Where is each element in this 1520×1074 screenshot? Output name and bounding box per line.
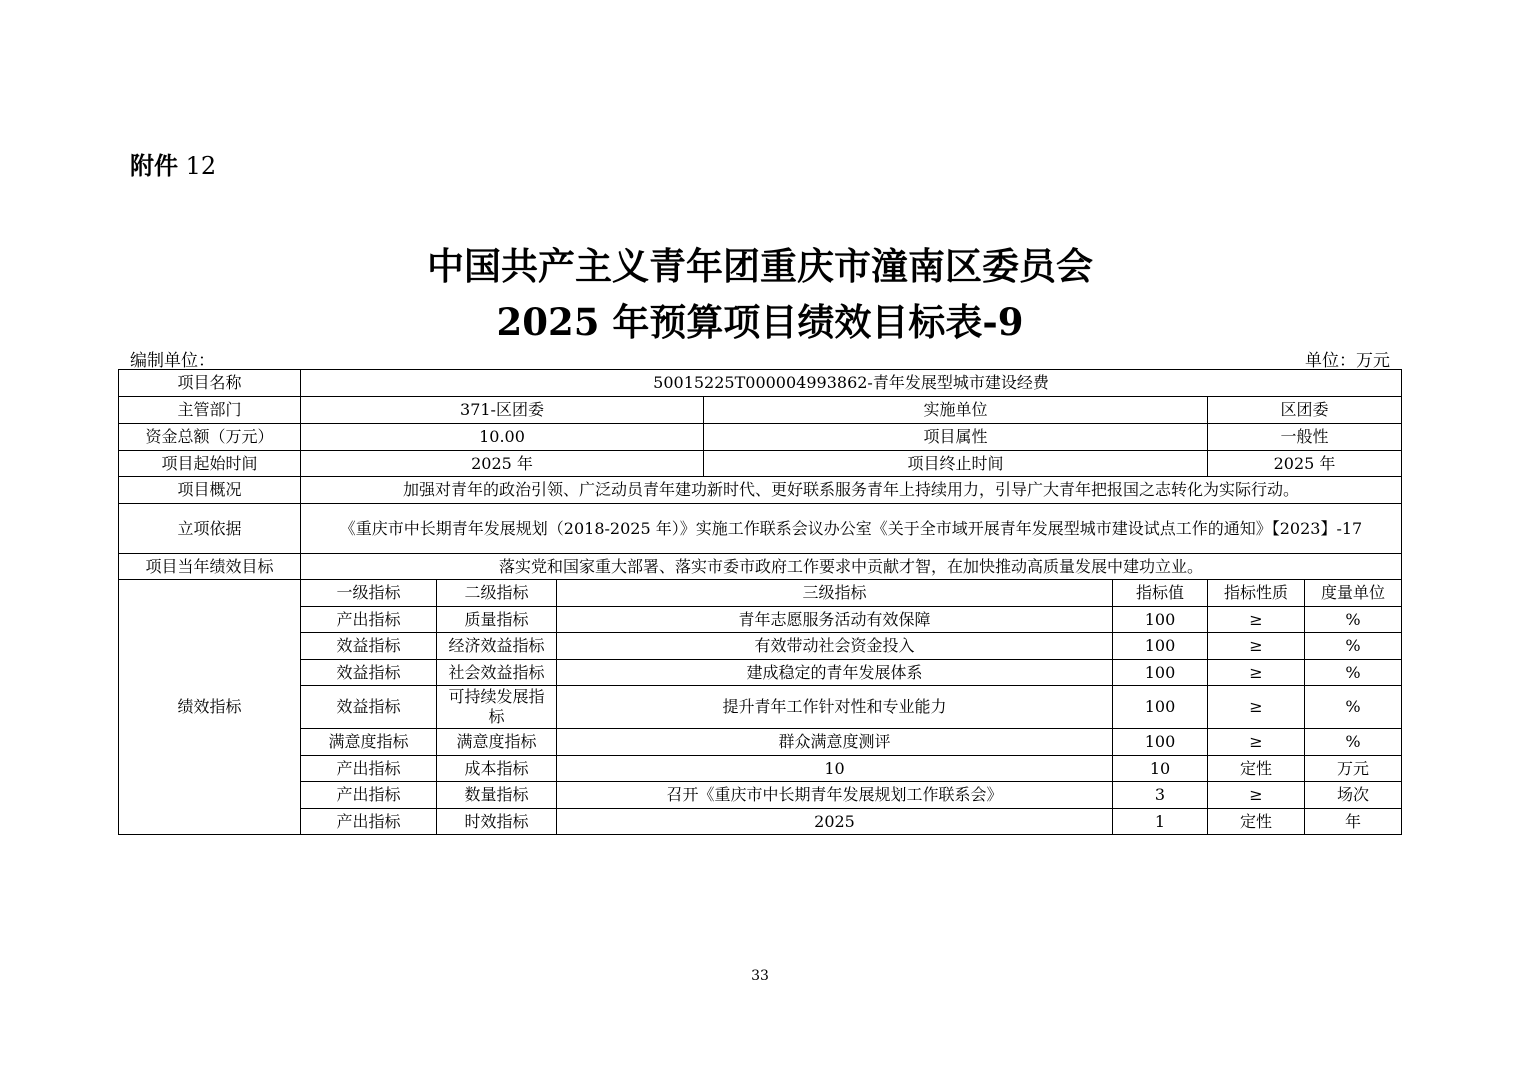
table-row <box>119 782 1402 809</box>
indicator-level1: 产出指标 <box>301 809 437 835</box>
start-value: 2025 年 <box>301 451 704 477</box>
indicator-nature: ≥ <box>1208 660 1305 686</box>
page-title-line1: 中国共产主义青年团重庆市潼南区委员会 <box>427 244 1093 288</box>
indicator-unit: 年 <box>1305 809 1402 835</box>
header-level3: 三级指标 <box>557 580 1113 607</box>
indicator-value: 100 <box>1113 729 1208 756</box>
indicator-value: 1 <box>1113 809 1208 835</box>
fund-value: 10.00 <box>301 424 704 451</box>
indicator-level3: 群众满意度测评 <box>557 729 1113 756</box>
basis-value: 《重庆市中长期青年发展规划（2018-2025 年）》实施工作联系会议办公室《关于全市域开展青年发展型城市建设试点工作的通知》【2023】-17 <box>301 504 1402 554</box>
attachment-label <box>130 146 216 181</box>
indicator-level2: 经济效益指标 <box>437 633 557 660</box>
start-label: 项目起始时间 <box>119 451 301 477</box>
indicator-level3: 2025 <box>557 809 1113 835</box>
indicator-level3: 有效带动社会资金投入 <box>557 633 1113 660</box>
table-row <box>119 633 1402 660</box>
indicator-level3: 提升青年工作针对性和专业能力 <box>557 686 1113 729</box>
indicator-header-row <box>119 580 1402 607</box>
row-goal <box>119 554 1402 580</box>
header-level1: 一级指标 <box>301 580 437 607</box>
project-name-value: 50015225T000004993862-青年发展型城市建设经费 <box>301 370 1402 397</box>
indicator-level2: 满意度指标 <box>437 729 557 756</box>
indicator-level2: 可持续发展指标 <box>437 686 557 729</box>
attachment-word: 附件 <box>130 152 178 180</box>
basis-label: 立项依据 <box>119 504 301 554</box>
indicator-nature: 定性 <box>1208 756 1305 782</box>
overview-value: 加强对青年的政治引领、广泛动员青年建功新时代、更好联系服务青年上持续用力，引导广大青年把报国之志转化为实际行动。 <box>301 477 1402 504</box>
dept-value: 371-区团委 <box>301 397 704 424</box>
indicator-level3: 召开《重庆市中长期青年发展规划工作联系会》 <box>557 782 1113 809</box>
indicator-unit: 场次 <box>1305 782 1402 809</box>
overview-label: 项目概况 <box>119 477 301 504</box>
attachment-number: 12 <box>185 152 217 180</box>
table-row <box>119 660 1402 686</box>
indicator-level1: 产出指标 <box>301 782 437 809</box>
table-row <box>119 729 1402 756</box>
indicator-value: 100 <box>1113 660 1208 686</box>
impl-unit-label: 实施单位 <box>704 397 1208 424</box>
indicator-section-label: 绩效指标 <box>119 580 301 835</box>
indicator-unit: % <box>1305 686 1402 729</box>
row-project-name <box>119 370 1402 397</box>
goal-value: 落实党和国家重大部署、落实市委市政府工作要求中贡献才智，在加快推动高质量发展中建功立业。 <box>301 554 1402 580</box>
indicator-level2: 时效指标 <box>437 809 557 835</box>
header-nature: 指标性质 <box>1208 580 1305 607</box>
indicator-level3: 10 <box>557 756 1113 782</box>
project-name-label: 项目名称 <box>119 370 301 397</box>
indicator-value: 100 <box>1113 607 1208 633</box>
table-row <box>119 756 1402 782</box>
currency-unit-label: 单位：万元 <box>1305 351 1390 371</box>
end-value: 2025 年 <box>1208 451 1402 477</box>
impl-unit-value: 区团委 <box>1208 397 1402 424</box>
prepared-by-label: 编制单位： <box>130 351 215 371</box>
indicator-level2: 数量指标 <box>437 782 557 809</box>
indicator-level2: 社会效益指标 <box>437 660 557 686</box>
indicator-unit: % <box>1305 633 1402 660</box>
indicator-unit: % <box>1305 660 1402 686</box>
indicator-level1: 效益指标 <box>301 660 437 686</box>
indicator-value: 3 <box>1113 782 1208 809</box>
indicator-level2: 质量指标 <box>437 607 557 633</box>
dept-label: 主管部门 <box>119 397 301 424</box>
indicator-level3: 青年志愿服务活动有效保障 <box>557 607 1113 633</box>
indicator-nature: ≥ <box>1208 729 1305 756</box>
header-unit: 度量单位 <box>1305 580 1402 607</box>
indicator-unit: % <box>1305 729 1402 756</box>
indicator-unit: % <box>1305 607 1402 633</box>
table-row <box>119 809 1402 835</box>
fund-label: 资金总额（万元） <box>119 424 301 451</box>
indicator-level1: 效益指标 <box>301 686 437 729</box>
page-number: 33 <box>751 968 769 984</box>
indicator-level1: 满意度指标 <box>301 729 437 756</box>
row-basis <box>119 504 1402 554</box>
table-row <box>119 607 1402 633</box>
indicator-value: 100 <box>1113 633 1208 660</box>
indicator-level1: 效益指标 <box>301 633 437 660</box>
page-title-line2: 2025 年预算项目绩效目标表-9 <box>496 300 1024 344</box>
indicator-level2: 成本指标 <box>437 756 557 782</box>
indicator-nature: ≥ <box>1208 782 1305 809</box>
row-overview <box>119 477 1402 504</box>
attr-value: 一般性 <box>1208 424 1402 451</box>
indicator-level3: 建成稳定的青年发展体系 <box>557 660 1113 686</box>
indicator-nature: ≥ <box>1208 633 1305 660</box>
indicator-nature: ≥ <box>1208 686 1305 729</box>
header-level2: 二级指标 <box>437 580 557 607</box>
row-period <box>119 451 1402 477</box>
goal-label: 项目当年绩效目标 <box>119 554 301 580</box>
table-row <box>119 686 1402 729</box>
end-label: 项目终止时间 <box>704 451 1208 477</box>
indicator-level1: 产出指标 <box>301 756 437 782</box>
header-value: 指标值 <box>1113 580 1208 607</box>
indicator-nature: 定性 <box>1208 809 1305 835</box>
row-fund <box>119 424 1402 451</box>
performance-target-table <box>118 369 1402 835</box>
attr-label: 项目属性 <box>704 424 1208 451</box>
indicator-value: 100 <box>1113 686 1208 729</box>
indicator-level1: 产出指标 <box>301 607 437 633</box>
indicator-value: 10 <box>1113 756 1208 782</box>
indicator-unit: 万元 <box>1305 756 1402 782</box>
indicator-nature: ≥ <box>1208 607 1305 633</box>
row-department <box>119 397 1402 424</box>
